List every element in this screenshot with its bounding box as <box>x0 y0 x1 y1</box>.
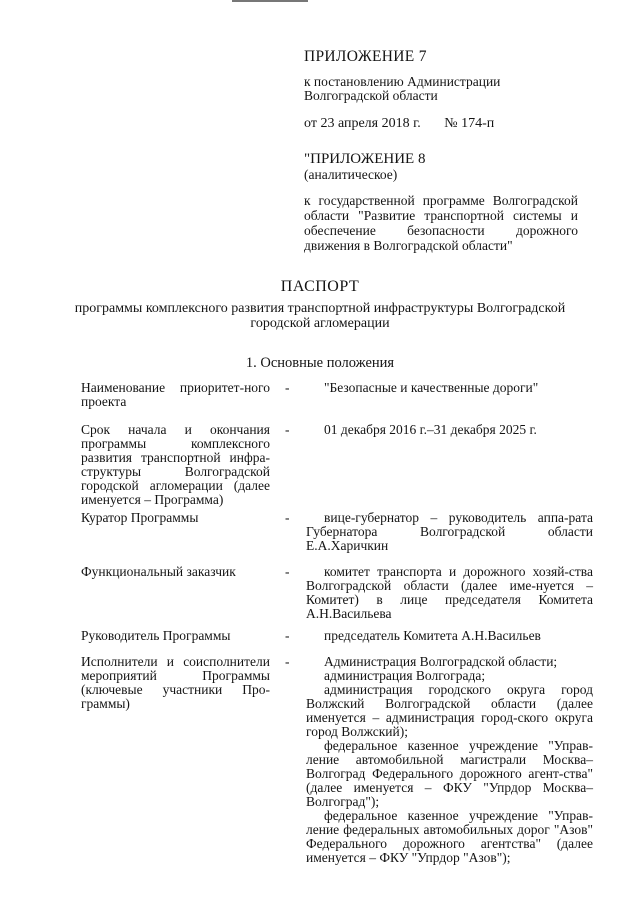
passport-heading: ПАСПОРТ <box>280 278 360 295</box>
appendix-8-reference: к государственной программе Волгоградской области "Развитие транспортной системы и обеспечение безопасности дорожного движения в Волгоградской области" <box>304 193 578 253</box>
value-paragraph: "Безопасные и качественные дороги" <box>324 380 539 395</box>
decree-reference: к постановлению Администрации Волгоградской области <box>304 74 501 103</box>
program-title: программы комплексного развития транспортной инфраструктуры Волгоградской городской агломерации <box>74 301 566 331</box>
value-paragraph: 01 декабря 2016 г.–31 декабря 2025 г. <box>324 422 537 437</box>
value-paragraph: федеральное казенное учреждение "Управ-ление автомобильной магистрали Москва–Волгоград Федерального дорожного агент-ства" (далее именуется – ФКУ "Упрдор Москва–Волгоград"); <box>306 738 593 809</box>
value-paragraph: вице-губернатор – руководитель аппа-рата Губернатора Волгоградской области Е.А.Харичкин <box>306 510 593 553</box>
row-dash: - <box>285 510 290 525</box>
appendix-8-subtitle: (аналитическое) <box>304 167 398 182</box>
row-value <box>306 655 593 865</box>
row-dash: - <box>285 628 290 643</box>
value-paragraph: администрация Волгограда; <box>324 668 486 683</box>
value-paragraph: федеральное казенное учреждение "Управ-ление федеральных автомобильных дорог "Азов" Федерального дорожного агентства" (далее именуется – ФКУ "Упрдор "Азов"); <box>306 808 593 865</box>
row-label: Исполнители и соисполнители мероприятий Программы (ключевые участники Про-граммы) <box>81 654 270 711</box>
section-heading: 1. Основные положения <box>245 355 395 371</box>
appendix-7-title: ПРИЛОЖЕНИЕ 7 <box>304 48 427 65</box>
appendix-8-title: "ПРИЛОЖЕНИЕ 8 <box>304 151 426 167</box>
row-dash: - <box>285 422 290 437</box>
row-label: Функциональный заказчик <box>81 564 236 579</box>
row-label: Руководитель Программы <box>81 628 231 643</box>
row-label: Куратор Программы <box>81 510 199 525</box>
row-label: Наименование приоритет-ного проекта <box>81 380 270 409</box>
row-value <box>306 511 593 553</box>
row-value <box>306 381 593 395</box>
decree-date-line <box>304 117 494 131</box>
row-value <box>306 423 593 437</box>
row-label: Срок начала и окончания программы комплексного развития транспортной инфра-структуры Волгоградской городской агломерации (далее именуется – Программа) <box>81 422 270 507</box>
value-paragraph: администрация городского округа город Волжский Волгоградской области (далее именуется – администрация город-ского округа город Волжский); <box>306 682 593 739</box>
row-dash: - <box>285 564 290 579</box>
value-paragraph: комитет транспорта и дорожного хозяй-ства Волгоградской области (далее име-нуется – Комитет) в лице председателя Комитета А.Н.Васильева <box>306 564 593 621</box>
decree-number: № 174-п <box>444 116 495 131</box>
scan-edge-mark <box>232 0 308 2</box>
row-value <box>306 629 593 643</box>
row-dash: - <box>285 654 290 669</box>
row-dash: - <box>285 380 290 395</box>
value-paragraph: председатель Комитета А.Н.Васильев <box>324 628 541 643</box>
value-paragraph: Администрация Волгоградской области; <box>324 654 558 669</box>
decree-date: 23 апреля 2018 г. <box>320 116 421 131</box>
row-value <box>306 565 593 621</box>
date-prefix: от <box>304 116 317 131</box>
